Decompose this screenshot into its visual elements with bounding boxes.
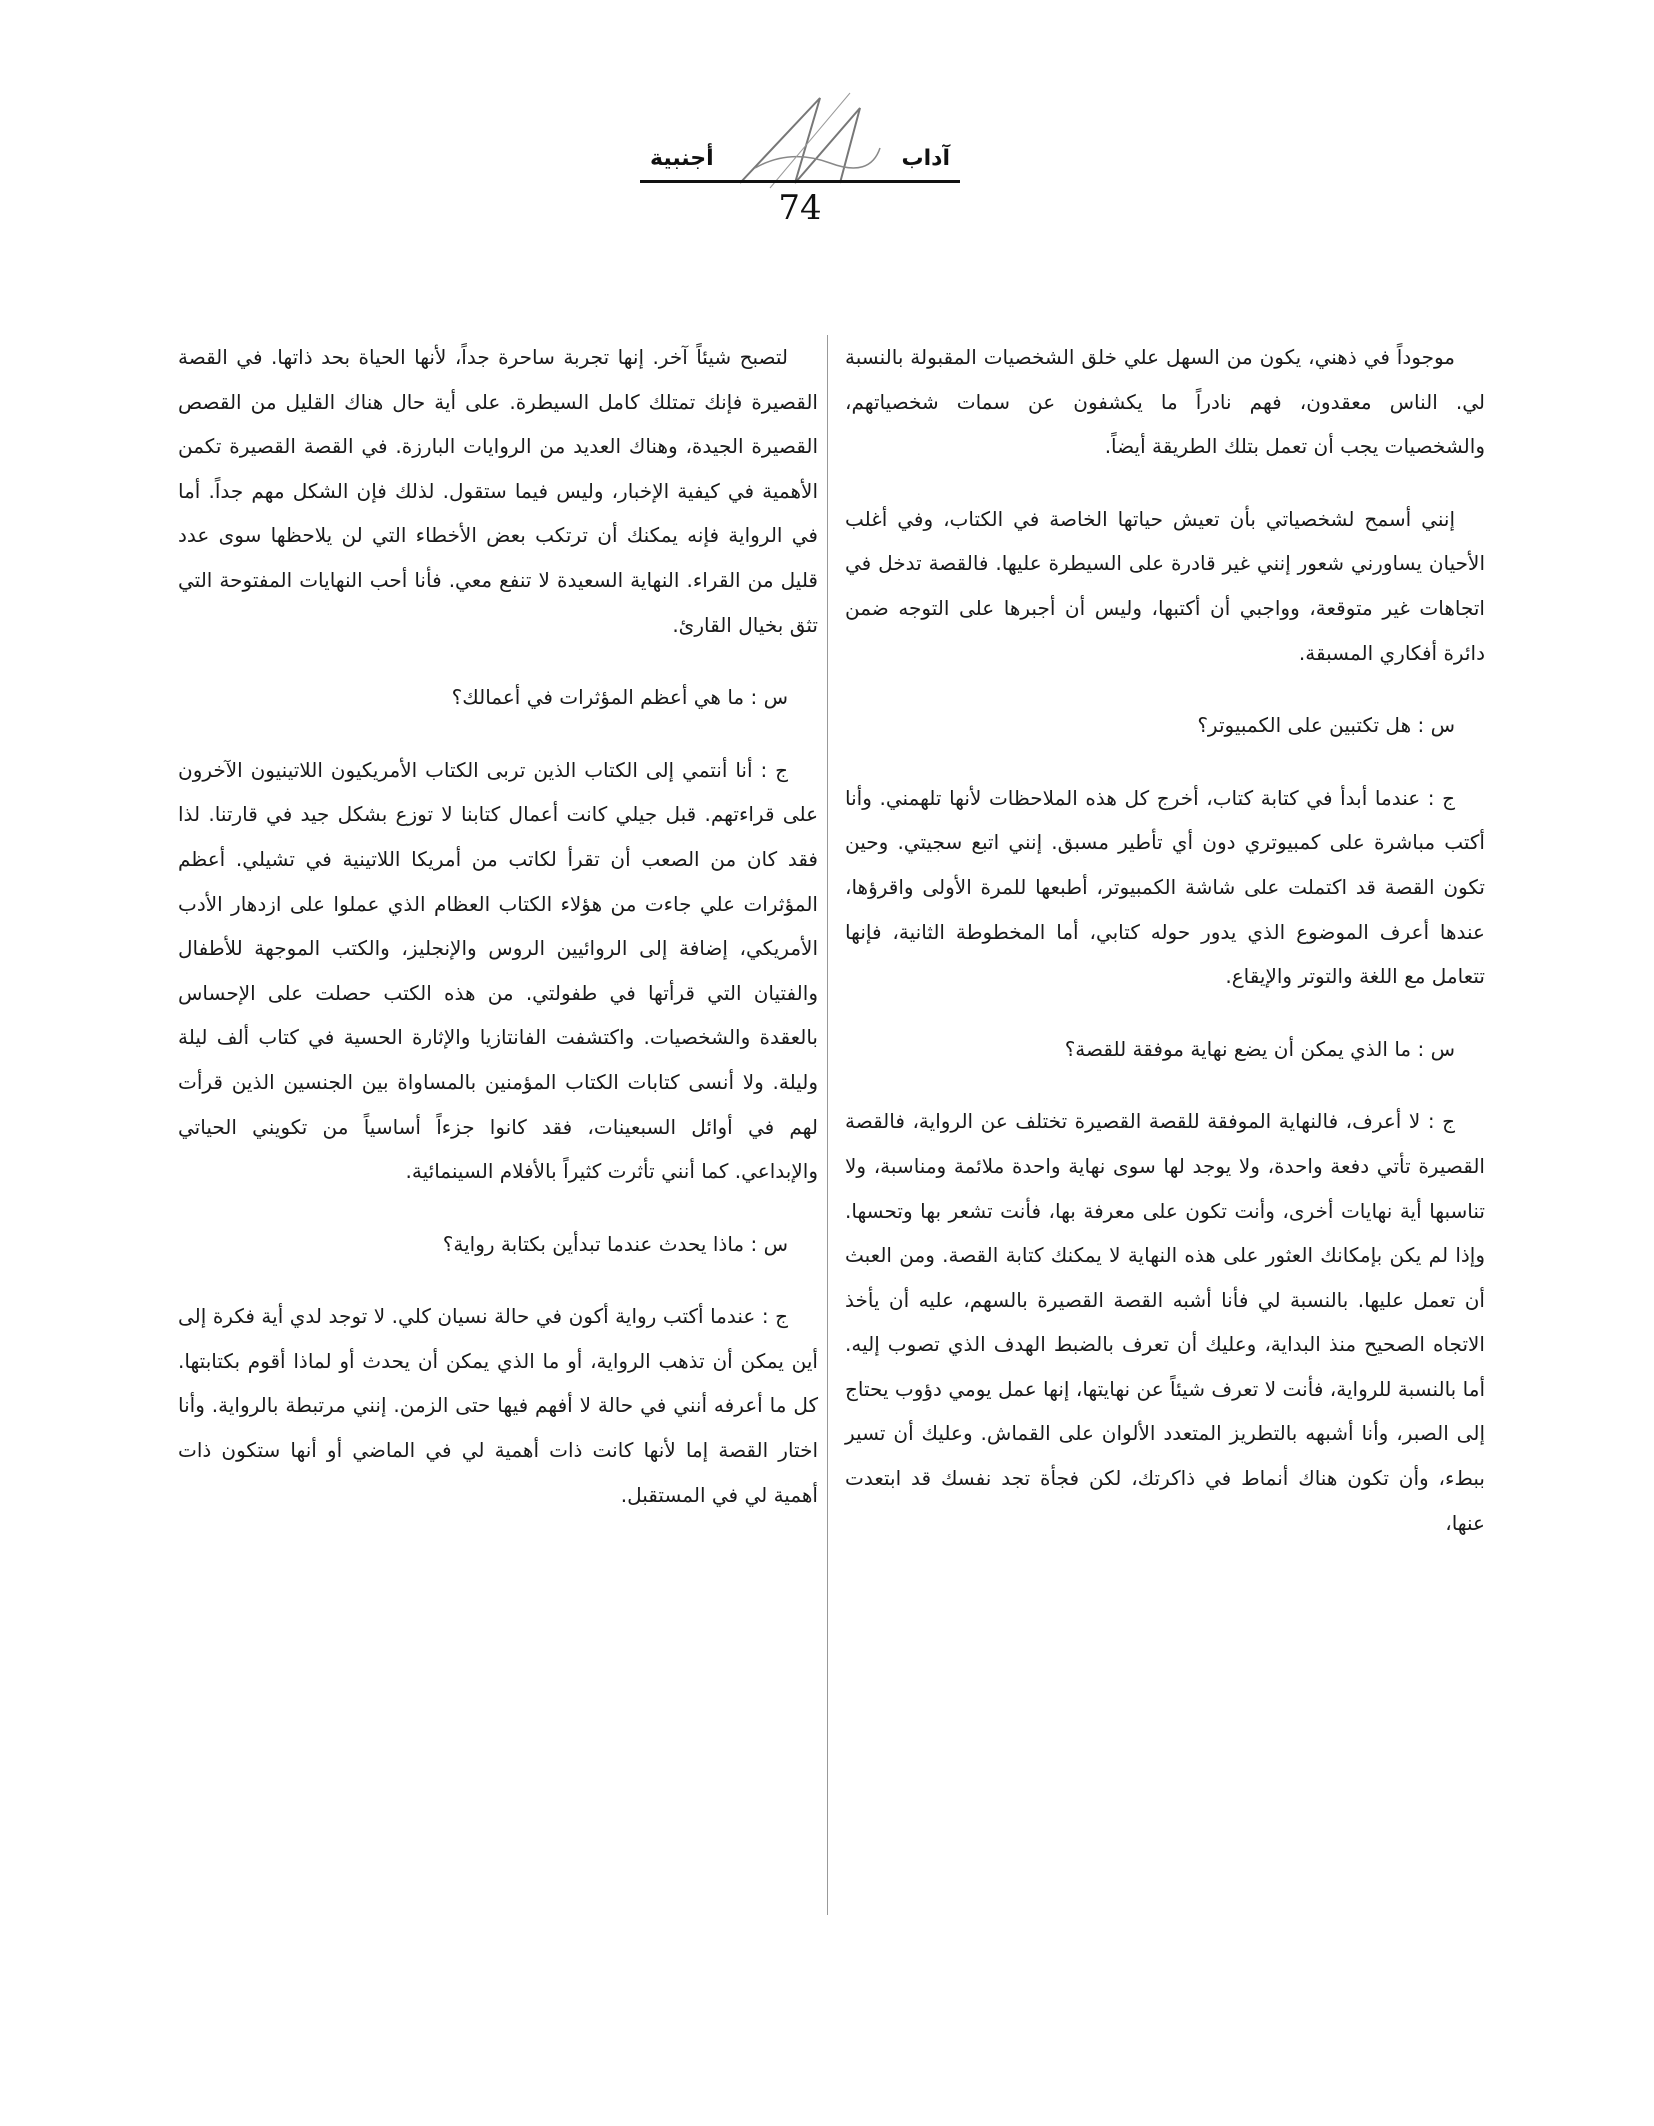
header-rule bbox=[640, 180, 960, 183]
question: س : هل تكتبين على الكمبيوتر؟ bbox=[1197, 713, 1455, 738]
answer: ج : لا أعرف، فالنهاية الموفقة للقصة القصيرة تختلف عن الرواية، فالقصة القصيرة تأتي دفعة واحدة، ولا يوجد لها سوى نهاية واحدة ملائمة ومناسبة، ولا تناسبها أية نهايات أخرى، وأنت تكون على معرفة بها، فأنت تشعر بها وتحسها. وإذا لم يكن بإمكانك العثور على هذه النهاية لا يمكنك كتابة القصة. ومن العبث أن تعمل عليها. بالنسبة لي فأنا أشبه القصة القصيرة بالسهم، عليه أن يأخذ الاتجاه الصحيح منذ البداية، وعليك أن تعرف بالضبط الهدف الذي تصوب إليه. أما بالنسبة للرواية، فأنت لا تعرف شيئاً عن نهايتها، إنها عمل يومي دؤوب يحتاج إلى الصبر، وأنا أشبهه بالتطريز المتعدد الألوان على القماش. وعليك أن تسير ببطء، وأن تكون هناك أنماط في ذاكرتك، لكن فجأة تجد نفسك قد ابتعدت عنها، bbox=[845, 1109, 1485, 1535]
section-label-left: أجنبية bbox=[650, 146, 714, 171]
page-number: 74 bbox=[778, 188, 822, 228]
answer: ج : أنا أنتمي إلى الكتاب الذين تربى الكتاب الأمريكيون اللاتينيون الآخرون على قراءتهم. قبل جيلي كانت أعمال كتابنا لا توزع بشكل جيد في قارتنا. لذا فقد كان من الصعب أن تقرأ لكاتب من أمريكا اللاتينية في تشيلي. أعظم المؤثرات علي جاءت من هؤلاء الكتاب العظام الذي عملوا على ازدهار الأدب الأمريكي، إضافة إلى الروائيين الروس والإنجليز، والكتب الموجهة للأطفال والفتيان التي قرأتها في طفولتي. من هذه الكتب حصلت على الإحساس بالعقدة والشخصيات. واكتشفت الفانتازيا والإثارة الحسية في كتاب ألف ليلة وليلة. ولا أنسى كتابات الكتاب المؤمنين بالمساواة بين الجنسين الذين قرأت لهم في أوائل السبعينات، فقد كانوا جزءاً أساسياً من تكويني الحياتي والإبداعي. كما أنني تأثرت كثيراً بالأفلام السينمائية. bbox=[178, 757, 818, 1184]
right-column bbox=[845, 335, 1485, 1573]
left-column bbox=[178, 335, 818, 1545]
question: س : ماذا يحدث عندما تبدأين بكتابة رواية؟ bbox=[442, 1231, 788, 1256]
paragraph: إنني أسمح لشخصياتي بأن تعيش حياتها الخاصة في الكتاب، وفي أغلب الأحيان يساورني شعور إنني غير قادرة على السيطرة عليها. فالقصة تدخل في اتجاهات غير متوقعة، وواجبي أن أكتبها، وليس أن أجبرها على التوجه ضمن دائرة أفكاري المسبقة. bbox=[845, 506, 1485, 665]
answer: ج : عندما أكتب رواية أكون في حالة نسيان كلي. لا توجد لدي أية فكرة إلى أين يمكن أن تذهب الرواية، أو ما الذي يمكن أن يحدث أو لماذا أقوم بكتابتها. كل ما أعرفه أنني في حالة لا أفهم فيها حتى الزمن. إنني مرتبطة بالرواية. وأنا اختار القصة إما لأنها كانت ذات أهمية لي في الماضي أو أنها ستكون ذات أهمية لي في المستقبل. bbox=[178, 1304, 818, 1507]
column-divider bbox=[827, 335, 828, 1915]
question: س : ما هي أعظم المؤثرات في أعمالك؟ bbox=[451, 685, 788, 710]
answer: ج : عندما أبدأ في كتابة كتاب، أخرج كل هذه الملاحظات لأنها تلهمني. وأنا أكتب مباشرة على كمبيوتري دون أي تأطير مسبق. إنني اتبع سجيتي. وحين تكون القصة قد اكتملت على شاشة الكمبيوتر، أطبعها للمرة الأولى واقرؤها، عندها أعرف الموضوع الذي يدور حوله كتابي، أما المخطوطة الثانية، فإنها تتعامل مع اللغة والتوتر والإيقاع. bbox=[845, 785, 1485, 989]
question: س : ما الذي يمكن أن يضع نهاية موفقة للقصة؟ bbox=[1064, 1036, 1455, 1061]
section-label-right: آداب bbox=[901, 146, 950, 171]
page-header bbox=[620, 88, 980, 238]
paragraph: لتصبح شيئاً آخر. إنها تجربة ساحرة جداً، لأنها الحياة بحد ذاتها. في القصة القصيرة فإنك تمتلك كامل السيطرة. على أية حال هناك القليل من القصص القصيرة الجيدة، وهناك العديد من الروايات البارزة. في القصة القصيرة تكمن الأهمية في كيفية الإخبار، وليس فيما ستقول. لذلك فإن الشكل مهم جداً. أما في الرواية فإنه يمكنك أن ترتكب بعض الأخطاء التي لن يلاحظها سوى عدد قليل من القراء. النهاية السعيدة لا تنفع معي. فأنا أحب النهايات المفتوحة التي تثق بخيال القارئ. bbox=[178, 345, 818, 637]
paragraph: موجوداً في ذهني، يكون من السهل علي خلق الشخصيات المقبولة بالنسبة لي. الناس معقدون، فهم نادراً ما يكشفون عن سمات شخصياتهم، والشخصيات يجب أن تعمل بتلك الطريقة أيضاً. bbox=[845, 345, 1485, 459]
